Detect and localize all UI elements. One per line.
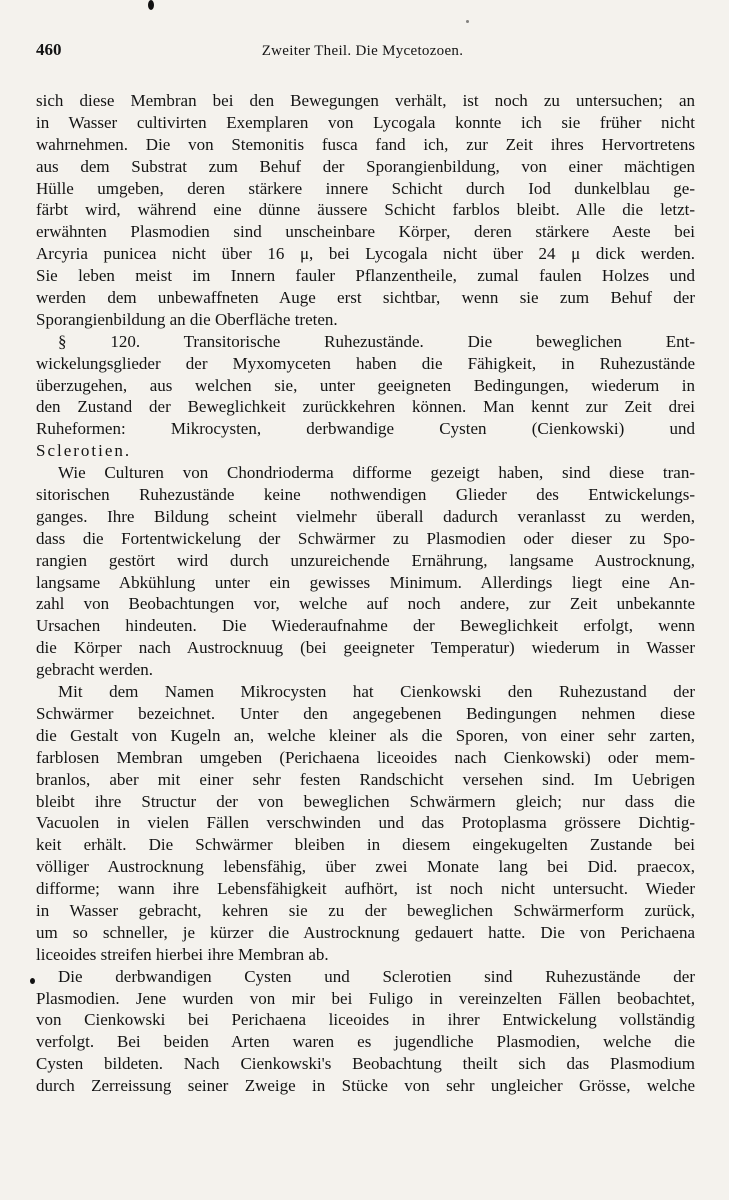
text-line: aus dem Substrat zum Behuf der Sporangienbildung, von einer mächtigen <box>36 156 695 176</box>
text-line: sitorischen Ruhezustände keine nothwendigen Glieder des Entwickelungs- <box>36 485 695 505</box>
text-line: erwähnten Plasmodien sind unscheinbare Körper, deren stärkere Aeste bei <box>36 222 695 242</box>
text-line: den Zustand der Beweglichkeit zurückkehren können. Man kennt zur Zeit drei <box>36 397 695 417</box>
text-line: branlos, aber mit einer sehr festen Randschicht versehen sind. Im Uebrigen <box>36 769 695 789</box>
text-line: Wie Culturen von Chondrioderma difforme gezeigt haben, sind diese tran- <box>58 463 695 483</box>
text-line: durch Zerreissung seiner Zweige in Stücke von sehr ungleicher Grösse, welche <box>36 1076 695 1096</box>
text-line: überzugehen, aus welchen sie, unter geeigneten Bedingungen, wiederum in <box>36 375 695 395</box>
text-line: die Gestalt von Kugeln an, welche kleiner als die Sporen, von einer sehr zarten, <box>36 725 695 745</box>
text-line: farblosen Membran umgeben (Perichaena liceoides nach Cienkowski) oder mem- <box>36 747 695 767</box>
text-line: ganges. Ihre Bildung scheint vielmehr überall dadurch veranlasst zu werden, <box>36 506 695 526</box>
text-line: dass die Fortentwickelung der Schwärmer zu Plasmodien oder dieser zu Spo- <box>36 528 695 548</box>
text-line: rangien gestört wird durch unzureichende Ernährung, langsame Austrocknung, <box>36 550 695 570</box>
text-line: keit erhält. Die Schwärmer bleiben in diesem eingekugelten Zustande bei <box>36 835 695 855</box>
text-line: werden dem unbewaffneten Auge erst sichtbar, wenn sie zum Behuf der <box>36 288 695 308</box>
ink-speck <box>148 0 154 10</box>
ink-speck <box>466 20 469 23</box>
text-line: Hülle umgeben, deren stärkere innere Schicht durch Iod dunkelblau ge- <box>36 178 695 198</box>
text-line: Vacuolen in vielen Fällen verschwinden und das Protoplasma grössere Dichtig- <box>36 813 695 833</box>
text-line: langsame Abkühlung unter ein gewisses Minimum. Allerdings liegt eine An- <box>36 572 695 592</box>
body-text <box>36 90 695 1097</box>
text-line: bleibt ihre Structur der von beweglichen Schwärmern gleich; nur dass die <box>36 791 695 811</box>
text-line: gebracht werden. <box>36 660 154 680</box>
text-line: wahrnehmen. Die von Stemonitis fusca fand ich, zur Zeit ihres Hervortretens <box>36 134 695 154</box>
text-line: Mit dem Namen Mikrocysten hat Cienkowski den Ruhezustand der <box>58 682 695 702</box>
text-line: Ruheformen: Mikrocysten, derbwandige Cysten (Cienkowski) und <box>36 419 695 439</box>
text-line: um so schneller, je kürzer die Austrocknung gedauert hatte. Die von Perichaena <box>36 922 695 942</box>
text-line: wickelungsglieder der Myxomyceten haben die Fähigkeit, in Ruhezustände <box>36 353 695 373</box>
section-heading-line: § 120. Transitorische Ruhezustände. Die beweglichen Ent- <box>58 331 695 351</box>
text-line: Plasmodien. Jene wurden von mir bei Fuligo in vereinzelten Fällen beobachtet, <box>36 988 695 1008</box>
text-line: zahl von Beobachtungen vor, welche auf noch andere, zur Zeit unbekannte <box>36 594 695 614</box>
text-line: Cysten bildeten. Nach Cienkowski's Beobachtung theilt sich das Plasmodium <box>36 1054 695 1074</box>
text-line: verfolgt. Bei beiden Arten waren es jugendliche Plasmodien, welche die <box>36 1032 695 1052</box>
text-line: difforme; wann ihre Lebensfähigkeit aufhört, ist noch nicht untersucht. Wieder <box>36 879 695 899</box>
text-line: Ursachen hindeuten. Die Wiederaufnahme der Beweglichkeit erfolgt, wenn <box>36 616 695 636</box>
running-title: Zweiter Theil. Die Mycetozoen. <box>261 43 464 59</box>
text-line: liceoides streifen hierbei ihre Membran ab. <box>36 944 329 964</box>
text-line: Sporangienbildung an die Oberfläche treten. <box>36 309 338 329</box>
text-line: färbt wird, während eine dünne äussere Schicht farblos bleibt. Alle die letzt- <box>36 200 695 220</box>
ink-speck <box>30 978 35 984</box>
text-line: die Körper nach Austrocknuug (bei geeigneter Temperatur) wiederum in Wasser <box>36 638 695 658</box>
text-line: in Wasser cultivirten Exemplaren von Lycogala konnte ich sie früher nicht <box>36 112 695 132</box>
text-line: völliger Austrocknung lebensfähig, über zwei Monate lang bei Did. praecox, <box>36 857 695 877</box>
text-line: sich diese Membran bei den Bewegungen verhält, ist noch zu untersuchen; an <box>36 91 695 110</box>
text-line: Schwärmer bezeichnet. Unter den angegebenen Bedingungen nehmen diese <box>36 703 695 723</box>
page-number: 460 <box>36 40 62 59</box>
text-line: Sclerotien. <box>36 441 132 461</box>
text-line: von Cienkowski bei Perichaena liceoides in ihrer Entwickelung vollständig <box>36 1010 695 1030</box>
text-line: Sie leben meist im Innern fauler Pflanzentheile, zumal faulen Holzes und <box>36 266 695 286</box>
page-header <box>36 40 689 64</box>
text-line: Die derbwandigen Cysten und Sclerotien sind Ruhezustände der <box>58 966 695 986</box>
text-line: Arcyria punicea nicht über 16 μ, bei Lycogala nicht über 24 μ dick werden. <box>36 244 695 264</box>
text-line: in Wasser gebracht, kehren sie zu der beweglichen Schwärmerform zurück, <box>36 900 695 920</box>
